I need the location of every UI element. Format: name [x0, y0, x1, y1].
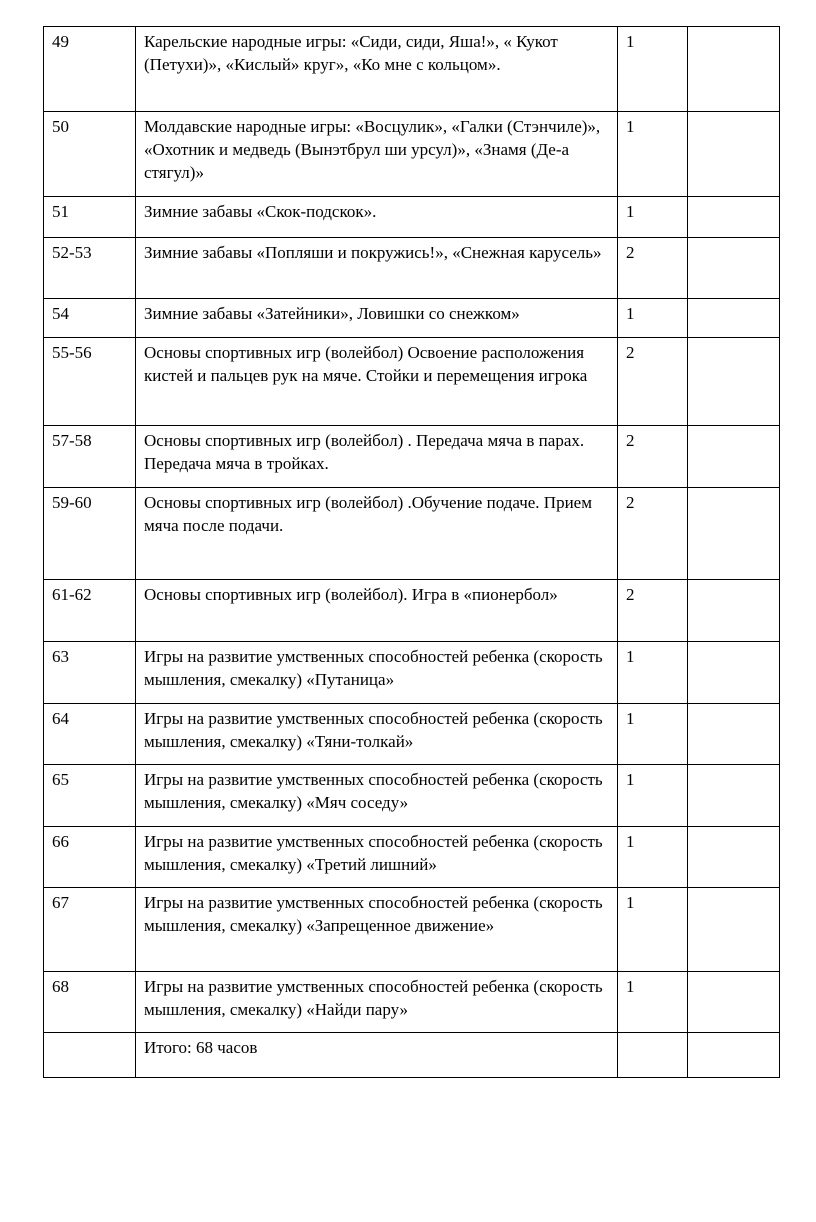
lesson-topic-cell: Основы спортивных игр (волейбол) . Передача мяча в парах. Передача мяча в тройках.: [136, 426, 618, 488]
lesson-hours-cell: 2: [618, 338, 688, 426]
table-row: [44, 238, 780, 299]
table-row: [44, 426, 780, 488]
lesson-number-cell: 55-56: [44, 338, 136, 426]
lesson-number-cell: 64: [44, 704, 136, 765]
table-row: [44, 338, 780, 426]
table-row: [44, 112, 780, 197]
lesson-hours-cell: 1: [618, 888, 688, 972]
lesson-hours-cell: 1: [618, 197, 688, 238]
lesson-date-cell: [688, 765, 780, 827]
lesson-plan-table: [43, 26, 780, 1078]
lesson-hours-cell: 1: [618, 112, 688, 197]
lesson-topic-cell: Игры на развитие умственных способностей ребенка (скорость мышления, смекалку) «Тяни-толкай»: [136, 704, 618, 765]
lesson-number-cell: 51: [44, 197, 136, 238]
table-row: [44, 580, 780, 642]
total-date-cell: [688, 1033, 780, 1078]
lesson-date-cell: [688, 299, 780, 338]
table-row: [44, 765, 780, 827]
table-row: [44, 27, 780, 112]
lesson-number-cell: 65: [44, 765, 136, 827]
lesson-date-cell: [688, 426, 780, 488]
lesson-topic-cell: Зимние забавы «Скок-подскок».: [136, 197, 618, 238]
lesson-hours-cell: 1: [618, 765, 688, 827]
lesson-topic-cell: Игры на развитие умственных способностей ребенка (скорость мышления, смекалку) «Найди пару»: [136, 972, 618, 1033]
table-row: [44, 299, 780, 338]
lesson-number-cell: 66: [44, 827, 136, 888]
lesson-hours-cell: 1: [618, 704, 688, 765]
total-row: [44, 1033, 780, 1078]
table-row: [44, 642, 780, 704]
lesson-hours-cell: 1: [618, 27, 688, 112]
lesson-date-cell: [688, 580, 780, 642]
lesson-number-cell: 63: [44, 642, 136, 704]
total-hours-cell: [618, 1033, 688, 1078]
lesson-number-cell: 59-60: [44, 488, 136, 580]
lesson-topic-cell: Игры на развитие умственных способностей ребенка (скорость мышления, смекалку) «Мяч соседу»: [136, 765, 618, 827]
table-row: [44, 704, 780, 765]
lesson-hours-cell: 1: [618, 972, 688, 1033]
lesson-topic-cell: Карельские народные игры: «Сиди, сиди, Яша!», « Кукот (Петухи)», «Кислый» круг», «Ко мне с кольцом».: [136, 27, 618, 112]
lesson-topic-cell: Основы спортивных игр (волейбол). Игра в «пионербол»: [136, 580, 618, 642]
lesson-number-cell: 61-62: [44, 580, 136, 642]
lesson-date-cell: [688, 27, 780, 112]
lesson-date-cell: [688, 238, 780, 299]
lesson-number-cell: 67: [44, 888, 136, 972]
table-row: [44, 888, 780, 972]
lesson-date-cell: [688, 972, 780, 1033]
lesson-date-cell: [688, 112, 780, 197]
lesson-hours-cell: 1: [618, 827, 688, 888]
lesson-number-cell: 57-58: [44, 426, 136, 488]
lesson-topic-cell: Игры на развитие умственных способностей ребенка (скорость мышления, смекалку) «Третий лишний»: [136, 827, 618, 888]
table-row: [44, 972, 780, 1033]
lesson-date-cell: [688, 888, 780, 972]
lesson-topic-cell: Игры на развитие умственных способностей ребенка (скорость мышления, смекалку) «Путаница»: [136, 642, 618, 704]
lesson-topic-cell: Зимние забавы «Затейники», Ловишки со снежком»: [136, 299, 618, 338]
lesson-number-cell: 68: [44, 972, 136, 1033]
table-row: [44, 197, 780, 238]
lesson-date-cell: [688, 642, 780, 704]
lesson-hours-cell: 1: [618, 299, 688, 338]
lesson-date-cell: [688, 197, 780, 238]
total-number-cell: [44, 1033, 136, 1078]
lesson-hours-cell: 2: [618, 238, 688, 299]
lesson-hours-cell: 2: [618, 580, 688, 642]
lesson-date-cell: [688, 704, 780, 765]
lesson-number-cell: 52-53: [44, 238, 136, 299]
table-row: [44, 488, 780, 580]
lesson-topic-cell: Основы спортивных игр (волейбол) Освоение расположения кистей и пальцев рук на мяче. Стойки и перемещения игрока: [136, 338, 618, 426]
lesson-hours-cell: 2: [618, 488, 688, 580]
lesson-topic-cell: Молдавские народные игры: «Восцулик», «Галки (Стэнчиле)», «Охотник и медведь (Вынэтбрул ши урсул)», «Знамя (Де-а стягул)»: [136, 112, 618, 197]
lesson-hours-cell: 2: [618, 426, 688, 488]
lesson-topic-cell: Зимние забавы «Попляши и покружись!», «Снежная карусель»: [136, 238, 618, 299]
lesson-topic-cell: Основы спортивных игр (волейбол) .Обучение подаче. Прием мяча после подачи.: [136, 488, 618, 580]
lesson-number-cell: 54: [44, 299, 136, 338]
lesson-date-cell: [688, 338, 780, 426]
table-row: [44, 827, 780, 888]
lesson-date-cell: [688, 827, 780, 888]
total-label-cell: Итого: 68 часов: [136, 1033, 618, 1078]
lesson-number-cell: 49: [44, 27, 136, 112]
lesson-topic-cell: Игры на развитие умственных способностей ребенка (скорость мышления, смекалку) «Запрещенное движение»: [136, 888, 618, 972]
lesson-number-cell: 50: [44, 112, 136, 197]
lesson-hours-cell: 1: [618, 642, 688, 704]
lesson-date-cell: [688, 488, 780, 580]
